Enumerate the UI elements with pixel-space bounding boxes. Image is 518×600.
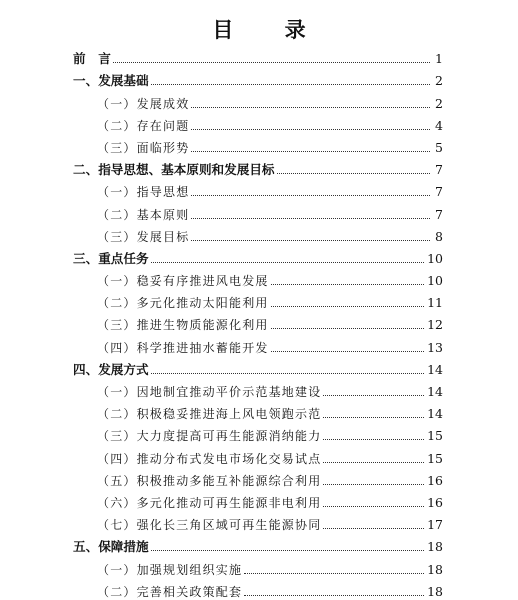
toc-chapter-entry[interactable]: [73, 533, 443, 555]
toc-entry-label: 三、重点任务: [73, 250, 149, 266]
toc-section-entry[interactable]: [73, 444, 443, 466]
toc-entry-label: （六）多元化推动可再生能源非电利用: [97, 495, 322, 510]
toc-page-number: 7: [435, 184, 443, 200]
dot-leader: [271, 306, 424, 307]
toc-page-number: 2: [435, 95, 443, 111]
toc-page-number: 7: [435, 162, 443, 178]
toc-section-entry[interactable]: [73, 467, 443, 489]
dot-leader: [191, 195, 430, 196]
toc-section-entry[interactable]: [73, 112, 443, 134]
toc-chapter-entry[interactable]: [73, 45, 443, 67]
dot-leader: [244, 595, 424, 596]
toc-entry-label: 一、发展基础: [73, 73, 149, 89]
dot-leader: [323, 484, 424, 485]
toc-entry-label: （三）发展目标: [97, 229, 190, 244]
toc-page-number: 14: [427, 406, 443, 422]
toc-section-entry[interactable]: [73, 223, 443, 245]
toc-section-entry[interactable]: [73, 311, 443, 333]
toc-chapter-entry[interactable]: [73, 156, 443, 178]
dot-leader: [151, 262, 425, 263]
toc-section-entry[interactable]: [73, 178, 443, 200]
toc-entry-label: 四、发展方式: [73, 361, 149, 377]
dot-leader: [151, 84, 430, 85]
toc-entry-label: （二）积极稳妥推进海上风电领跑示范: [97, 407, 322, 422]
toc-entry-label: （二）存在问题: [97, 118, 190, 133]
toc-section-entry[interactable]: [73, 400, 443, 422]
toc-chapter-entry[interactable]: [73, 356, 443, 378]
dot-leader: [151, 373, 425, 374]
toc-page-number: 18: [427, 583, 443, 599]
toc-entry-label: （一）加强规划组织实施: [97, 562, 243, 577]
dot-leader: [323, 528, 424, 529]
dot-leader: [191, 218, 430, 219]
toc-page-number: 7: [435, 206, 443, 222]
toc-section-entry[interactable]: [73, 289, 443, 311]
dot-leader: [191, 107, 430, 108]
toc-page-number: 5: [435, 139, 443, 155]
toc-page-number: 14: [427, 361, 443, 377]
dot-leader: [271, 284, 424, 285]
toc-page-number: 18: [427, 539, 443, 555]
toc-page-number: 15: [427, 450, 443, 466]
dot-leader: [191, 129, 430, 130]
toc-entry-label: （一）指导思想: [97, 185, 190, 200]
toc-page-number: 11: [427, 295, 443, 311]
toc-page-number: 17: [427, 517, 443, 533]
dot-leader: [323, 395, 424, 396]
toc-page-number: 2: [435, 73, 443, 89]
toc-page-number: 16: [427, 472, 443, 488]
toc-page-number: 13: [427, 339, 443, 355]
dot-leader: [244, 573, 424, 574]
toc-chapter-entry[interactable]: [73, 245, 443, 267]
toc-section-entry[interactable]: [73, 422, 443, 444]
toc-entry-label: （四）推动分布式发电市场化交易试点: [97, 451, 322, 466]
toc-chapter-entry[interactable]: [73, 67, 443, 89]
toc-page-number: 4: [435, 117, 443, 133]
toc-entry-label: 二、指导思想、基本原则和发展目标: [73, 162, 275, 178]
toc-section-entry[interactable]: [73, 489, 443, 511]
toc-entry-label: （二）多元化推动太阳能利用: [97, 296, 269, 311]
table-of-contents: [73, 45, 443, 600]
dot-leader: [277, 173, 431, 174]
toc-page-number: 10: [427, 250, 443, 266]
toc-page-number: 14: [427, 384, 443, 399]
toc-entry-label: （三）推进生物质能源化利用: [97, 318, 269, 333]
toc-entry-label: （五）积极推动多能互补能源综合利用: [97, 473, 322, 488]
toc-page-number: 15: [427, 428, 443, 444]
toc-entry-label: （一）因地制宜推动平价示范基地建设: [97, 385, 322, 399]
dot-leader: [323, 462, 424, 463]
toc-entry-label: （一）稳妥有序推进风电发展: [97, 274, 269, 289]
toc-section-entry[interactable]: [73, 333, 443, 355]
dot-leader: [271, 328, 424, 329]
toc-entry-label: （二）基本原则: [97, 207, 190, 222]
toc-entry-label: 五、保障措施: [73, 539, 149, 555]
toc-section-entry[interactable]: [73, 134, 443, 156]
toc-page-number: 1: [435, 51, 443, 67]
page-title: 目 录: [212, 18, 328, 42]
dot-leader: [323, 417, 424, 418]
dot-leader: [113, 62, 430, 63]
toc-entry-label: 前 言: [73, 51, 111, 67]
dot-leader: [323, 506, 424, 507]
toc-section-entry[interactable]: [73, 511, 443, 533]
dot-leader: [323, 439, 424, 440]
toc-page-number: 10: [427, 273, 443, 289]
toc-entry-label: （三）面临形势: [97, 140, 190, 155]
toc-entry-label: （二）完善相关政策配套: [97, 584, 243, 599]
toc-section-entry[interactable]: [73, 378, 443, 400]
toc-section-entry[interactable]: [73, 555, 443, 577]
toc-entry-label: （四）科学推进抽水蓄能开发: [97, 340, 269, 355]
toc-page-number: 8: [435, 228, 443, 244]
dot-leader: [191, 151, 430, 152]
toc-section-entry[interactable]: [73, 89, 443, 111]
dot-leader: [271, 351, 424, 352]
toc-page-number: 16: [427, 494, 443, 510]
toc-entry-label: （三）大力度提高可再生能源消纳能力: [97, 429, 322, 444]
toc-section-entry[interactable]: [73, 200, 443, 222]
toc-section-entry[interactable]: [73, 578, 443, 600]
toc-page-number: 18: [427, 561, 443, 577]
dot-leader: [191, 240, 430, 241]
toc-entry-label: （七）强化长三角区域可再生能源协同: [97, 518, 322, 533]
toc-section-entry[interactable]: [73, 267, 443, 289]
toc-entry-label: （一）发展成效: [97, 96, 190, 111]
toc-page-number: 12: [427, 317, 443, 333]
dot-leader: [151, 550, 425, 551]
